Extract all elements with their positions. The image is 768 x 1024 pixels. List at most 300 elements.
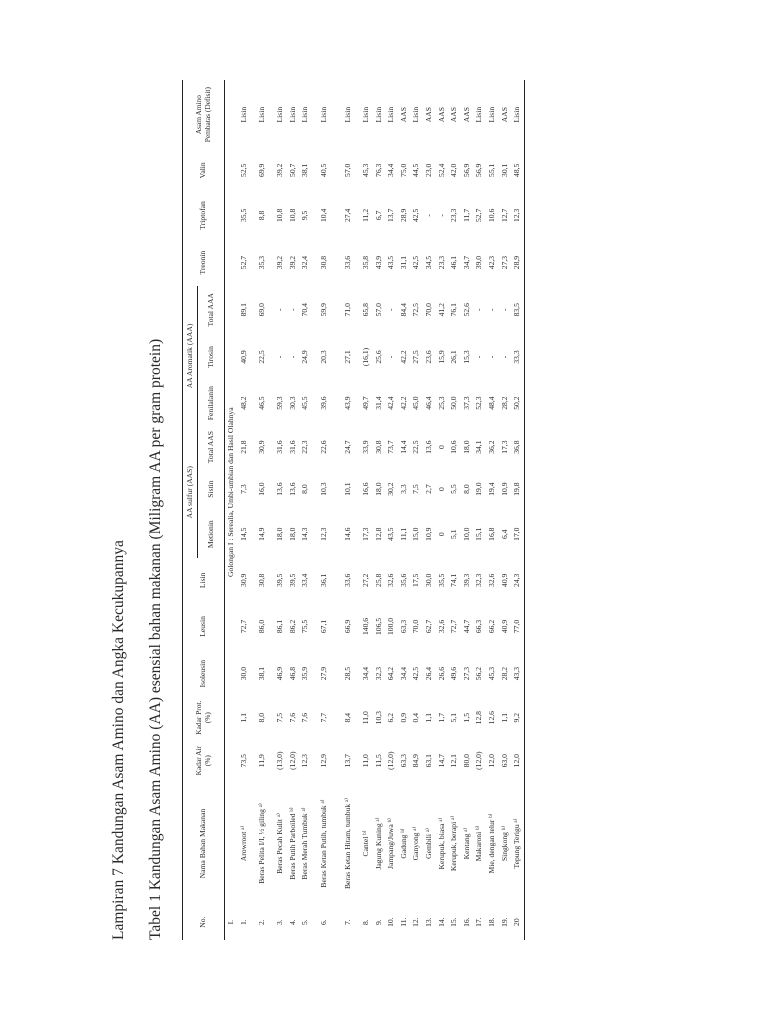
cell-fenilalanin: 48,4 (486, 396, 496, 410)
cell-triptofan: - (423, 214, 433, 217)
cell-sistin: 7,5 (411, 484, 421, 494)
cell-tirosin: 15,3 (461, 350, 471, 364)
cell-metionin: 15,0 (411, 527, 421, 541)
header-treonin: Treonin (183, 240, 225, 286)
cell-treonin: 27,3 (499, 255, 509, 270)
cell-treonin: 42,5 (411, 255, 421, 270)
cell-valin: 75,0 (398, 163, 408, 177)
cell-treonin: 42,3 (486, 255, 496, 270)
cell-leusin: 75,5 (300, 619, 310, 634)
cell-sistin: 13,6 (287, 482, 297, 496)
cell-triptofan: 35,5 (238, 208, 248, 223)
cell-triptofan: 10,6 (486, 208, 496, 223)
table-row (312, 80, 336, 940)
cell-fenilalanin: 46,5 (256, 396, 266, 410)
cell-name: Kerupuk, berapi ᵃ⁾ (449, 815, 459, 872)
cell-no: 2. (256, 919, 266, 926)
table-row (499, 80, 512, 940)
cell-treonin: 35,3 (256, 255, 266, 270)
cell-tirosin: 25,6 (373, 350, 383, 364)
cell-valin: 56,9 (461, 163, 471, 177)
cell-leusin: 32,6 (436, 619, 446, 634)
header-tirosin: Tirosin (198, 334, 225, 380)
cell-protein: 7,6 (300, 712, 310, 723)
cell-tirosin: - (474, 355, 484, 359)
cell-sistin: 5,5 (449, 484, 459, 494)
cell-lisin: 25,8 (373, 573, 383, 587)
cell-tirosin: - (486, 355, 496, 359)
cell-no: 5. (300, 919, 310, 926)
cell-limiting: AAS (423, 107, 433, 123)
cell-water: 12,0 (511, 739, 524, 783)
cell-isoleusin: 56,2 (474, 667, 484, 681)
cell-valin: 76,3 (373, 163, 383, 177)
cell-water: (12,0) (386, 751, 396, 770)
cell-protein: 8,0 (256, 712, 266, 723)
cell-protein: 7,6 (287, 712, 297, 723)
cell-leusin: 140,6 (361, 617, 371, 636)
cell-lisin: 30,8 (256, 573, 266, 587)
cell-sistin: 3,3 (398, 484, 408, 494)
cell-treonin: 28,9 (511, 240, 524, 286)
cell-tirosin: 27,5 (411, 350, 421, 364)
cell-total-aaa: 65,8 (361, 303, 371, 317)
cell-fenilalanin: 45,0 (411, 396, 421, 410)
cell-metionin: 17,0 (511, 510, 524, 558)
cell-valin: 48,5 (511, 149, 524, 191)
cell-isoleusin: 46,9 (275, 667, 285, 681)
cell-metionin: 16,8 (486, 527, 496, 541)
cell-metionin: 14,3 (300, 527, 310, 541)
cell-total-aaa: 57,0 (373, 303, 383, 317)
cell-treonin: 52,7 (238, 255, 248, 270)
table-caption: Tabel 1 Kandungan Asam Amino (AA) esensial bahan makanan (Miligram AA per gram protein) (147, 338, 164, 940)
cell-no: 16. (461, 917, 471, 927)
header-isoleusin: Isoleusin (183, 651, 225, 697)
cell-leusin: 72,7 (238, 619, 248, 634)
cell-protein: 0,4 (411, 712, 421, 723)
cell-total-aaa: 72,5 (411, 303, 421, 317)
cell-tirosin: 26,1 (449, 350, 459, 364)
cell-no: 9. (373, 919, 383, 926)
cell-total-aas: 10,6 (449, 440, 459, 454)
cell-valin: 38,1 (300, 163, 310, 177)
cell-no: 17. (474, 917, 484, 927)
cell-total-aaa: - (287, 308, 297, 312)
cell-limiting: Lisin (474, 106, 484, 123)
cell-leusin: 70,0 (411, 619, 421, 634)
cell-tirosin: 22,5 (256, 350, 266, 364)
cell-triptofan: 10,8 (287, 208, 297, 223)
cell-sistin: 19,8 (511, 468, 524, 510)
cell-protein: 9,2 (511, 697, 524, 739)
cell-sistin: 16,0 (256, 482, 266, 496)
cell-lisin: 27,2 (361, 573, 371, 587)
cell-tirosin: 20,3 (318, 350, 328, 364)
cell-fenilalanin: 43,9 (342, 396, 352, 410)
cell-total-aaa: 76,1 (449, 303, 459, 317)
cell-triptofan: 23,3 (449, 208, 459, 223)
cell-leusin: 66,9 (342, 619, 352, 634)
cell-triptofan: 11,2 (361, 208, 371, 222)
cell-protein: 1,1 (423, 712, 433, 723)
cell-fenilalanin: 50,0 (449, 396, 459, 410)
cell-valin: 52,4 (436, 163, 446, 177)
cell-metionin: 11,1 (398, 527, 408, 541)
cell-no: 1. (238, 919, 248, 926)
cell-water: 73,5 (238, 754, 248, 768)
group-label: Golongan I : Serealia, Umbi-umbian dan Hasil Olahnya (226, 407, 236, 577)
header-no: No. (183, 904, 225, 940)
cell-lisin: 39,5 (287, 573, 297, 587)
cell-triptofan: 8,8 (256, 210, 266, 221)
cell-water: 14,7 (436, 754, 446, 768)
cell-fenilalanin: 42,4 (386, 396, 396, 410)
cell-isoleusin: 26,4 (423, 667, 433, 681)
cell-protein: 12,6 (486, 711, 496, 725)
cell-name: Cantel ᵇ⁾ (361, 830, 371, 857)
cell-triptofan: 42,5 (411, 208, 421, 223)
cell-sistin: 16,6 (361, 482, 371, 496)
header-metionin: Metionin (198, 510, 225, 558)
cell-total-aaa: 69,0 (256, 303, 266, 317)
cell-total-aaa: 59,9 (318, 303, 328, 317)
cell-leusin: 66,2 (486, 619, 496, 634)
cell-leusin: 77,0 (511, 602, 524, 650)
cell-fenilalanin: 49,7 (361, 396, 371, 410)
cell-metionin: 14,5 (238, 527, 248, 541)
cell-tirosin: - (287, 355, 297, 359)
cell-treonin: 34,7 (461, 255, 471, 270)
cell-fenilalanin: 39,6 (318, 396, 328, 410)
cell-isoleusin: 46,8 (287, 667, 297, 681)
cell-water: 11,5 (373, 754, 383, 768)
cell-valin: 40,5 (318, 163, 328, 177)
cell-valin: 45,3 (361, 163, 371, 177)
cell-protein: 1,7 (436, 712, 446, 723)
cell-lisin: 39,3 (461, 573, 471, 587)
header-total-aas: Total AAS (198, 426, 225, 468)
table-row (274, 80, 287, 940)
cell-total-aaa: 70,0 (423, 303, 433, 317)
cell-name: Arowroot ᵃ⁾ (238, 825, 248, 862)
header-aromatic-group: AA Aromatik (AAA) (183, 286, 198, 427)
cell-water: 13,7 (342, 754, 352, 768)
header-valin: Valin (183, 149, 225, 191)
cell-sistin: 18,0 (373, 482, 383, 496)
cell-fenilalanin: 59,3 (275, 396, 285, 410)
cell-no: 18. (486, 917, 496, 927)
cell-name: Kerupuk, biasa ᵃ⁾ (436, 817, 446, 870)
cell-tirosin: (16,1) (361, 347, 371, 367)
cell-tirosin: - (386, 355, 396, 359)
cell-isoleusin: 27,9 (318, 667, 328, 681)
cell-valin: 34,4 (386, 163, 396, 177)
header-water: Kadar Air (%) (183, 739, 225, 783)
cell-sistin: 2,7 (423, 484, 433, 494)
cell-limiting: Lisin (511, 80, 524, 149)
cell-triptofan: 13,7 (386, 208, 396, 223)
cell-limiting: AAS (436, 107, 446, 123)
table-row (299, 80, 312, 940)
cell-limiting: AAS (398, 107, 408, 123)
cell-protein: 7,7 (318, 712, 328, 723)
cell-total-aas: 31,6 (287, 440, 297, 454)
cell-protein: 10,3 (373, 711, 383, 725)
table-row (373, 80, 386, 940)
cell-metionin: 17,3 (361, 527, 371, 541)
cell-isoleusin: 43,3 (511, 651, 524, 697)
header-sulfur-group: AA sulfur (AAS) (183, 426, 198, 558)
cell-metionin: 6,4 (499, 529, 509, 539)
cell-leusin: 40,9 (499, 619, 509, 634)
cell-valin: 23,0 (423, 163, 433, 177)
cell-treonin: 46,1 (449, 255, 459, 270)
table-row (473, 80, 486, 940)
cell-valin: 55,1 (486, 163, 496, 177)
cell-no: 11. (398, 917, 408, 927)
cell-isoleusin: 49,6 (449, 667, 459, 681)
cell-treonin: 43,5 (386, 255, 396, 270)
cell-fenilalanin: 50,2 (511, 380, 524, 426)
cell-no: 14. (436, 917, 446, 927)
cell-no: 12. (411, 917, 421, 927)
cell-treonin: 35,8 (361, 255, 371, 270)
cell-total-aaa: 71,0 (342, 303, 352, 317)
cell-lisin: 33,4 (300, 573, 310, 587)
table-row (410, 80, 423, 940)
cell-isoleusin: 42,5 (411, 667, 421, 681)
cell-limiting: Lisin (300, 106, 310, 123)
cell-total-aaa: - (499, 308, 509, 312)
table-row (423, 80, 436, 940)
cell-treonin: 39,2 (275, 255, 285, 270)
cell-lisin: 36,1 (318, 573, 328, 587)
cell-fenilalanin: 45,5 (300, 396, 310, 410)
cell-total-aas: 36,8 (511, 426, 524, 468)
cell-lisin: 74,1 (449, 573, 459, 587)
rotated-page (110, 80, 710, 940)
cell-limiting: Lisin (361, 106, 371, 123)
cell-no: 3. (275, 919, 285, 926)
cell-metionin: 10,9 (423, 527, 433, 541)
cell-tirosin: 33,3 (511, 334, 524, 380)
cell-water: 84,9 (411, 754, 421, 768)
cell-total-aas: 18,0 (461, 440, 471, 454)
amino-acid-table (182, 80, 525, 940)
cell-fenilalanin: 31,4 (373, 396, 383, 410)
cell-valin: 42,0 (449, 163, 459, 177)
cell-valin: 50,7 (287, 163, 297, 177)
cell-no: 15. (449, 917, 459, 927)
cell-leusin: 66,3 (474, 619, 484, 634)
cell-valin: 69,9 (256, 163, 266, 177)
cell-water: 63,0 (499, 754, 509, 768)
cell-tirosin: 24,9 (300, 350, 310, 364)
cell-total-aas: 13,6 (423, 440, 433, 454)
table-row (385, 80, 398, 940)
cell-leusin: 72,7 (449, 619, 459, 634)
cell-water: 11,0 (361, 754, 371, 768)
cell-total-aaa: 41,2 (436, 303, 446, 317)
cell-sistin: 19,4 (486, 482, 496, 496)
cell-protein: 1,1 (499, 712, 509, 723)
cell-total-aas: 21,8 (238, 440, 248, 454)
cell-lisin: 35,6 (398, 573, 408, 587)
header-protein: Kadar Prot. (%) (183, 697, 225, 739)
cell-lisin: 32,3 (474, 573, 484, 587)
cell-fenilalanin: 37,3 (461, 396, 471, 410)
cell-valin: 56,9 (474, 163, 484, 177)
cell-valin: 52,5 (238, 163, 248, 177)
header-total-aaa: Total AAA (198, 286, 225, 334)
cell-limiting: AAS (499, 107, 509, 123)
cell-water: 12,9 (318, 754, 328, 768)
cell-treonin: 30,8 (318, 255, 328, 270)
header-limiting: Asam Amino Pembatas (Defisit) (183, 80, 225, 149)
cell-isoleusin: 35,9 (300, 667, 310, 681)
cell-isoleusin: 64,2 (386, 667, 396, 681)
table-row (448, 80, 461, 940)
table-row (511, 80, 524, 940)
cell-no: 10. (386, 917, 396, 927)
cell-limiting: Lisin (342, 106, 352, 123)
header-fenilalanin: Fenilalanin (198, 380, 225, 426)
header-name: Nama Bahan Makanan (183, 783, 225, 905)
cell-triptofan: 12,3 (511, 191, 524, 239)
cell-limiting: Lisin (486, 106, 496, 123)
cell-sistin: 8,0 (300, 484, 310, 494)
table-header (183, 80, 225, 940)
cell-isoleusin: 34,4 (361, 667, 371, 681)
cell-sistin: 7,3 (238, 484, 248, 494)
cell-fenilalanin: 52,3 (474, 396, 484, 410)
cell-protein: 11,0 (361, 711, 371, 725)
cell-name: Tepung Terigu ᵃ⁾ (511, 783, 524, 905)
cell-valin: 44,5 (411, 163, 421, 177)
table-row (287, 80, 300, 940)
cell-water: 11,9 (256, 754, 266, 768)
cell-isoleusin: 27,3 (461, 667, 471, 681)
cell-water: 63,3 (398, 754, 408, 768)
group-row (225, 80, 238, 940)
cell-total-aas: 14,4 (398, 440, 408, 454)
table-row (360, 80, 373, 940)
cell-valin: 57,0 (342, 163, 352, 177)
cell-name: Gadung ᵇ⁾ (398, 828, 408, 859)
cell-isoleusin: 30,0 (238, 667, 248, 681)
cell-sistin: 30,2 (386, 482, 396, 496)
cell-leusin: 106,5 (373, 617, 383, 636)
cell-sistin: 19,0 (474, 482, 484, 496)
cell-name: Makaroni ᵇ⁾ (474, 825, 484, 862)
cell-triptofan: - (436, 214, 446, 217)
cell-lisin: 33,6 (342, 573, 352, 587)
cell-tirosin: 23,6 (423, 350, 433, 364)
header-lisin: Lisin (183, 558, 225, 602)
cell-no: 4. (287, 919, 297, 926)
cell-total-aas: 24,7 (342, 440, 352, 454)
cell-triptofan: 11,7 (461, 208, 471, 222)
cell-limiting: AAS (461, 107, 471, 123)
cell-sistin: 10,9 (499, 482, 509, 496)
cell-limiting: AAS (449, 107, 459, 123)
cell-no: 7. (342, 919, 352, 926)
cell-valin: 30,1 (499, 163, 509, 177)
cell-total-aas: 73,7 (386, 440, 396, 454)
cell-total-aaa: 83,5 (511, 286, 524, 334)
cell-limiting: Lisin (318, 106, 328, 123)
cell-tirosin: 15,9 (436, 350, 446, 364)
cell-triptofan: 28,9 (398, 208, 408, 223)
cell-protein: 6,2 (386, 712, 396, 723)
cell-sistin: 10,3 (318, 482, 328, 496)
cell-fenilalanin: 30,3 (287, 396, 297, 410)
cell-total-aaa: 52,6 (461, 303, 471, 317)
cell-total-aaa: 89,1 (238, 303, 248, 317)
cell-lisin: 17,5 (411, 573, 421, 587)
cell-leusin: 44,7 (461, 619, 471, 634)
cell-fenilalanin: 42,2 (398, 396, 408, 410)
cell-total-aas: 33,9 (361, 440, 371, 454)
cell-tirosin: - (275, 355, 285, 359)
cell-total-aas: 30,8 (373, 440, 383, 454)
cell-tirosin: 42,2 (398, 350, 408, 364)
cell-metionin: 15,1 (474, 527, 484, 541)
cell-isoleusin: 28,2 (499, 667, 509, 681)
cell-total-aas: 22,5 (411, 440, 421, 454)
cell-lisin: 30,0 (423, 573, 433, 587)
cell-treonin: 43,9 (373, 255, 383, 270)
cell-water: (12,0) (287, 751, 297, 770)
cell-protein: 1,5 (461, 712, 471, 723)
cell-total-aas: 34,1 (474, 440, 484, 454)
cell-treonin: 32,4 (300, 255, 310, 270)
cell-valin: 39,2 (275, 163, 285, 177)
cell-fenilalanin: 48,2 (238, 396, 248, 410)
cell-metionin: 5,1 (449, 529, 459, 539)
cell-limiting: Lisin (386, 106, 396, 123)
cell-water: 12,0 (486, 754, 496, 768)
cell-leusin: 86,2 (287, 619, 297, 634)
cell-treonin: 39,2 (287, 255, 297, 270)
cell-treonin: 23,3 (436, 255, 446, 270)
cell-no: 13. (423, 917, 433, 927)
cell-total-aaa: 84,4 (398, 303, 408, 317)
cell-tirosin: - (499, 355, 509, 359)
cell-treonin: 33,6 (342, 255, 352, 270)
cell-total-aas: 17,3 (499, 440, 509, 454)
cell-triptofan: 27,4 (342, 208, 352, 223)
cell-limiting: Lisin (287, 106, 297, 123)
table-row (486, 80, 499, 940)
group-no: I. (226, 919, 236, 925)
cell-no: 6. (318, 919, 328, 926)
cell-limiting: Lisin (275, 106, 285, 123)
cell-name: Ganyong ᵃ⁾ (411, 826, 421, 861)
cell-protein: 8,4 (342, 712, 352, 723)
cell-isoleusin: 28,5 (342, 667, 352, 681)
table-row (336, 80, 360, 940)
cell-total-aas: 30,9 (256, 440, 266, 454)
header-leusin: Leusin (183, 602, 225, 650)
cell-lisin: 30,9 (238, 573, 248, 587)
cell-water: 12,1 (449, 754, 459, 768)
cell-protein: 0,9 (398, 712, 408, 723)
cell-name: Jampang/Juwa ᵇ⁾ (386, 818, 396, 869)
cell-sistin: 10,1 (342, 482, 352, 496)
cell-isoleusin: 32,3 (373, 667, 383, 681)
